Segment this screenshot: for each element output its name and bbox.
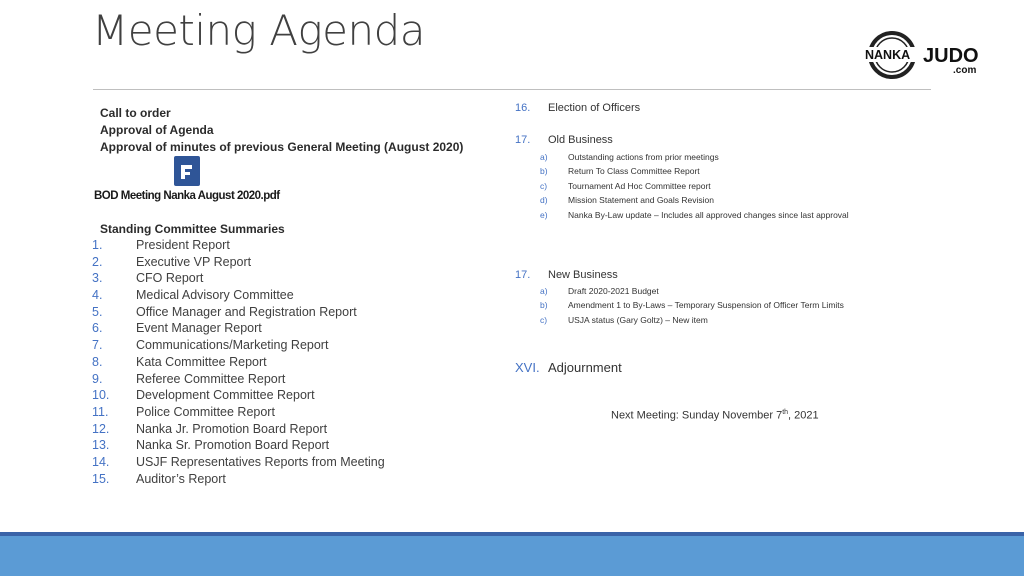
item-number: 14. [92,454,110,469]
item-number: 11. [92,404,109,419]
item-text: Referee Committee Report [136,371,286,386]
agenda-call-to-order: Call to order [100,106,171,120]
sub-item-letter: b) [540,300,548,310]
item-number: 13. [92,438,110,453]
item-text: Development Committee Report [136,388,315,403]
item-text: Medical Advisory Committee [136,288,294,303]
sub-item-text: Outstanding actions from prior meetings [568,152,719,162]
next-meeting-prefix: Next Meeting: Sunday November 7 [611,409,783,422]
next-meeting-note [611,409,819,422]
sub-item-letter: d) [540,195,548,205]
new-business-number: 17. [515,269,531,281]
item-number: 5. [92,304,103,319]
item-text: USJF Representatives Reports from Meeting [136,454,385,469]
logo-judo-text: JUDO [923,45,979,67]
item-number: 4. [92,288,103,303]
item-number: 12. [92,421,110,436]
item-number: 10. [92,388,110,403]
footer-band [0,536,1024,576]
sub-item-letter: c) [540,181,548,191]
page-title: Meeting Agenda [92,6,426,55]
item-number: 15. [92,471,110,486]
sub-item-letter: e) [540,210,548,220]
sub-item-letter: a) [540,286,548,296]
item-number: 7. [92,338,103,353]
item-text: Nanka Jr. Promotion Board Report [136,421,328,436]
item-text: Police Committee Report [136,404,275,419]
pdf-file-icon[interactable] [174,156,200,186]
item-text: Event Manager Report [136,321,262,336]
logo-nanka-text: NANKA [865,48,911,62]
sub-item-text: Tournament Ad Hoc Committee report [568,181,711,191]
item-text: Office Manager and Registration Report [136,304,357,319]
sub-item-text: USJA status (Gary Goltz) – New item [568,315,708,325]
pdf-attachment-link[interactable]: BOD Meeting Nanka August 2020.pdf [94,190,280,202]
pdf-icon-body [174,156,200,186]
election-text: Election of Officers [548,102,641,114]
pdf-icon-mark-stem [181,169,185,179]
next-meeting-ordinal: th [782,409,789,416]
sub-item-letter: c) [540,315,548,325]
nanka-judo-logo [862,28,986,84]
standing-committee-heading: Standing Committee Summaries [100,222,285,236]
item-number: 8. [92,354,103,369]
adjournment-text: Adjournment [548,360,622,375]
old-business-heading: Old Business [548,134,613,146]
item-text: Communications/Marketing Report [136,338,329,353]
item-text: President Report [136,238,230,252]
item-number: 9. [92,371,103,386]
item-text: Auditor’s Report [136,471,226,486]
pdf-icon-mark-mid [185,172,190,175]
adjournment-number: XVI. [515,360,540,375]
sub-item-text: Nanka By-Law update – Includes all approved changes since last approval [568,210,849,220]
item-number: 2. [92,254,103,269]
sub-item-text: Mission Statement and Goals Revision [568,195,714,205]
agenda-approval-agenda: Approval of Agenda [100,123,214,137]
item-number: 3. [92,271,103,286]
old-business-number: 17. [515,134,531,146]
sub-item-letter: a) [540,152,548,162]
new-business-heading: New Business [548,269,618,281]
election-number: 16. [515,102,531,114]
item-number: 6. [92,321,103,336]
sub-item-text: Draft 2020-2021 Budget [568,286,659,296]
item-text: CFO Report [136,271,204,286]
item-text: Kata Committee Report [136,354,267,369]
title-divider [93,89,931,90]
logo-com-text: .com [953,65,977,76]
sub-item-letter: b) [540,166,548,176]
item-text: Nanka Sr. Promotion Board Report [136,438,330,453]
item-number: 1. [92,238,103,252]
agenda-approval-minutes: Approval of minutes of previous General Meeting (August 2020) [100,140,464,154]
sub-item-text: Amendment 1 to By-Laws – Temporary Suspension of Officer Term Limits [568,300,844,310]
item-text: Executive VP Report [136,254,252,269]
next-meeting-suffix: , 2021 [788,409,819,422]
pdf-icon-mark-top [181,165,192,169]
sub-item-text: Return To Class Committee Report [568,166,700,176]
